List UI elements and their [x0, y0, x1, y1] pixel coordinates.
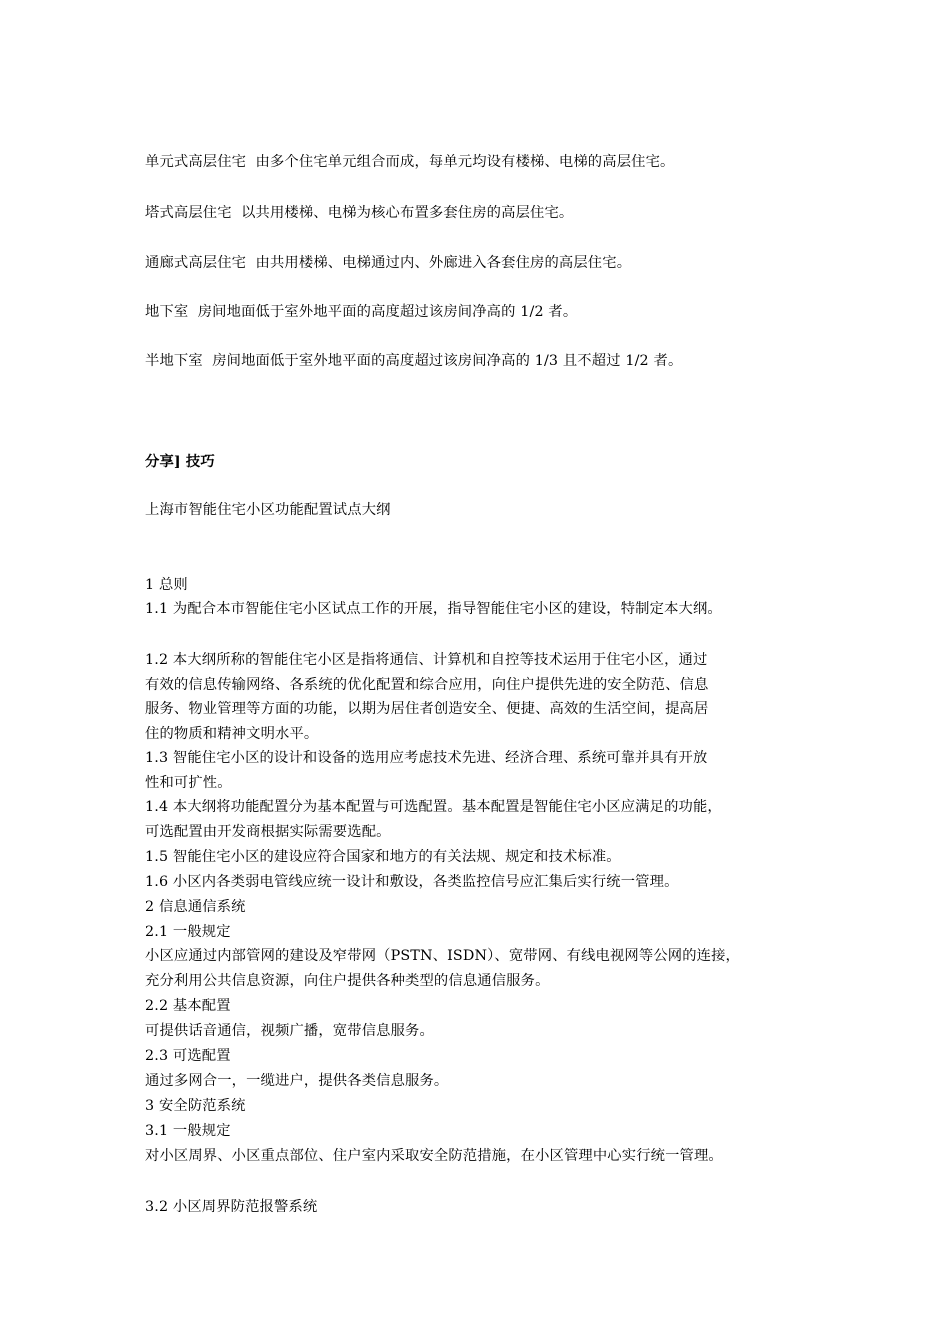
definition-line	[145, 302, 577, 322]
definition-desc: 由多个住宅单元组合而成，每单元均设有楼梯、电梯的高层住宅。	[255, 154, 675, 170]
outline-line: 2.1 一般规定	[145, 924, 231, 940]
definition-line	[145, 152, 675, 172]
outline-line: 小区应通过内部管网的建设及窄带网（PSTN、ISDN）、宽带网、有线电视网等公网的连接，	[145, 948, 741, 964]
outline-line: 性和可扩性。	[145, 775, 232, 791]
definition-term: 单元式高层住宅	[145, 154, 247, 170]
document-title: 上海市智能住宅小区功能配置试点大纲	[145, 502, 391, 518]
outline-line: 1.4 本大纲将功能配置分为基本配置与可选配置。基本配置是智能住宅小区应满足的功能，	[145, 799, 722, 815]
outline-line: 1.5 智能住宅小区的建设应符合国家和地方的有关法规、规定和技术标准。	[145, 849, 621, 865]
outline-line: 对小区周界、小区重点部位、住户室内采取安全防范措施，在小区管理中心实行统一管理。	[145, 1148, 723, 1164]
outline-line: 1.6 小区内各类弱电管线应统一设计和敷设，各类监控信号应汇集后实行统一管理。	[145, 874, 679, 890]
outline-line: 3 安全防范系统	[145, 1098, 246, 1114]
outline-line: 2.3 可选配置	[145, 1048, 231, 1064]
outline-line: 有效的信息传输网络、各系统的优化配置和综合应用，向住户提供先进的安全防范、信息	[145, 677, 709, 693]
definition-desc: 房间地面低于室外地平面的高度超过该房间净高的 1/2 者。	[197, 304, 578, 320]
outline-line: 服务、物业管理等方面的功能，以期为居住者创造安全、便捷、高效的生活空间，提高居	[145, 701, 709, 717]
definition-line	[145, 351, 682, 371]
outline-line: 1.1 为配合本市智能住宅小区试点工作的开展，指导智能住宅小区的建设，特制定本大纲。	[145, 601, 722, 617]
outline-line: 通过多网合一，一缆进户，提供各类信息服务。	[145, 1073, 449, 1089]
outline-line: 1.2 本大纲所称的智能住宅小区是指将通信、计算机和自控等技术运用于住宅小区，通过	[145, 652, 708, 668]
outline-line: 3.1 一般规定	[145, 1123, 231, 1139]
outline-line: 住的物质和精神文明水平。	[145, 726, 319, 742]
definition-line	[145, 203, 573, 223]
outline-line: 充分利用公共信息资源，向住户提供各种类型的信息通信服务。	[145, 973, 550, 989]
outline-line: 可提供话音通信，视频广播，宽带信息服务。	[145, 1023, 434, 1039]
outline-line: 2.2 基本配置	[145, 998, 231, 1014]
outline-line: 可选配置由开发商根据实际需要选配。	[145, 824, 391, 840]
definition-desc: 由共用楼梯、电梯通过内、外廊进入各套住房的高层住宅。	[255, 255, 632, 271]
definition-term: 塔式高层住宅	[145, 205, 232, 221]
definition-desc: 以共用楼梯、电梯为核心布置多套住房的高层住宅。	[241, 205, 574, 221]
outline-line: 3.2 小区周界防范报警系统	[145, 1199, 318, 1215]
definition-term: 地下室	[145, 304, 189, 320]
outline-line: 2 信息通信系统	[145, 899, 246, 915]
outline-line: 1.3 智能住宅小区的设计和设备的选用应考虑技术先进、经济合理、系统可靠并具有开放	[145, 750, 708, 766]
share-heading: 分享] 技巧	[145, 454, 215, 470]
definition-line	[145, 253, 631, 273]
definition-desc: 房间地面低于室外地平面的高度超过该房间净高的 1/3 且不超过 1/2 者。	[212, 353, 683, 369]
definition-term: 通廊式高层住宅	[145, 255, 247, 271]
outline-line: 1 总则	[145, 577, 188, 593]
definition-term: 半地下室	[145, 353, 203, 369]
